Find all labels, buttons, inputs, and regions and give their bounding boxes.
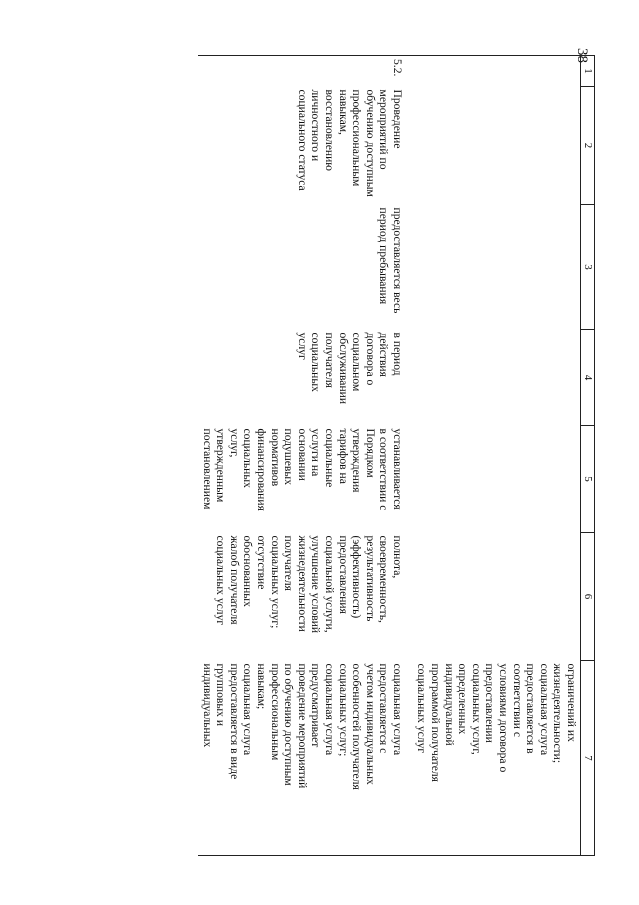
service-term: в период действия договора о социальном обслуживании получателя социальных услуг (295, 332, 404, 405)
continued-row (406, 56, 581, 856)
header-col-2: 2 (581, 87, 595, 205)
quality-indicators: полнота, своевременность, результативность (эффективность) предоставления социальной услуги, улучшение условий жизнедеятельности получателя социальных услуг; отсутствие обоснованных жалоб получателя социальных услуг (214, 535, 404, 634)
continued-standard-text: ограничений их жизнедеятельности; социальная услуга предоставляется в соответствии с условиями договора о предоставлении социальных услуг, определенных индивидуальной программой получателя социальных услуг (406, 661, 581, 856)
header-col-4: 4 (581, 330, 595, 426)
rotated-table-container (75, 55, 595, 855)
service-price: устанавливается в соответствии с Порядком утверждения тарифов на социальные услуги на основании подушевых нормативов финансирования социальных услуг, утвержденным постановлением (200, 428, 404, 511)
services-table (198, 55, 595, 856)
service-period: предоставляется весь период пребывания (377, 207, 404, 314)
row-number: 5.2. (198, 56, 406, 87)
table-row (198, 56, 406, 856)
service-name: Проведение мероприятий по обучению доступным профессиональным навыкам, восстановлению личностного и социального статуса (295, 89, 404, 197)
header-col-5: 5 (581, 426, 595, 533)
service-conditions: социальная услуга предоставляется с учетом индивидуальных особенностей получателя социальных услуг; социальная услуга предусматривает проведение мероприятий по обучению доступным профессиональным навыкам; социальная услуга предоставляется в виде групповых и индивидуальных (198, 661, 406, 856)
header-col-1: 1 (581, 56, 595, 87)
header-col-7: 7 (581, 661, 595, 856)
header-col-6: 6 (581, 533, 595, 661)
header-row (581, 56, 595, 856)
header-col-3: 3 (581, 205, 595, 330)
page-number: 38 (574, 48, 590, 63)
